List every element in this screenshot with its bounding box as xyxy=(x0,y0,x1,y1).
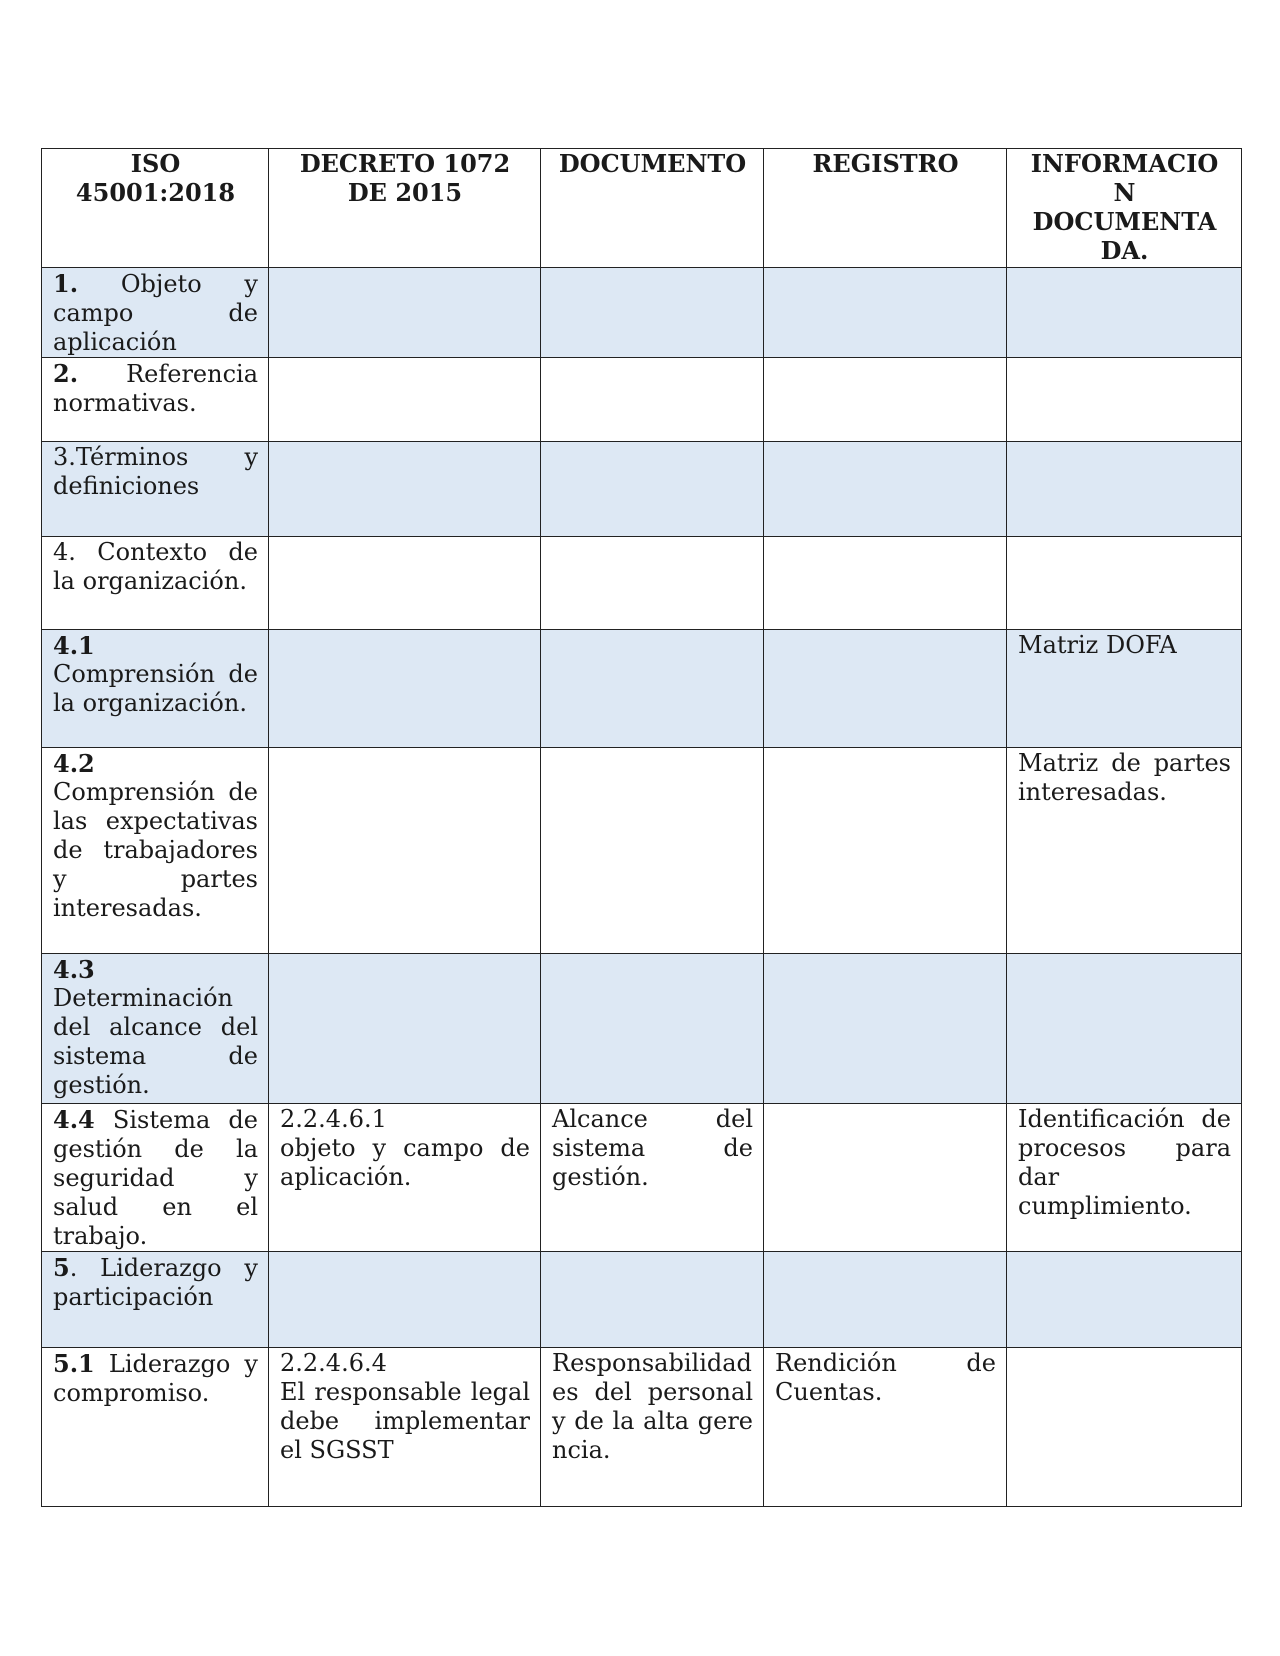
cell-documento xyxy=(541,358,764,442)
cell-documento xyxy=(541,1252,764,1348)
cell-decreto: 2.2.4.6.4 El responsable legal debe implementar el SGSST xyxy=(269,1348,541,1507)
cell-decreto xyxy=(269,630,541,748)
cell-documento xyxy=(541,630,764,748)
cell-iso: 1. Objeto y campo de aplicación xyxy=(42,268,269,358)
cell-iso: 4. Contexto de la organización. xyxy=(42,537,269,630)
cell-informacion xyxy=(1007,1348,1242,1507)
table-row xyxy=(42,1252,1242,1348)
cell-registro xyxy=(764,442,1007,537)
cell-iso: 5. Liderazgo y participación xyxy=(42,1252,269,1348)
cell-decreto: 2.2.4.6.1 objeto y campo de aplicación. xyxy=(269,1104,541,1252)
cell-iso: 3.Términos y definiciones xyxy=(42,442,269,537)
cell-informacion: Matriz de partes interesadas. xyxy=(1007,748,1242,954)
cell-registro xyxy=(764,954,1007,1104)
cell-iso: 2. Referencia normativas. xyxy=(42,358,269,442)
cell-documento: Alcance del sistema de gestión. xyxy=(541,1104,764,1252)
table-row xyxy=(42,748,1242,954)
table-row xyxy=(42,1348,1242,1507)
cell-registro xyxy=(764,630,1007,748)
cell-informacion xyxy=(1007,954,1242,1104)
cell-iso: 4.1 Comprensión de la organización. xyxy=(42,630,269,748)
cell-documento xyxy=(541,537,764,630)
cell-informacion xyxy=(1007,442,1242,537)
cell-decreto xyxy=(269,537,541,630)
cell-iso: 4.2 Comprensión de las expectativas de trabajadores y partes interesadas. xyxy=(42,748,269,954)
cell-registro: Rendición de Cuentas. xyxy=(764,1348,1007,1507)
cell-registro xyxy=(764,1104,1007,1252)
table-row xyxy=(42,1104,1242,1252)
cell-iso: 4.4 Sistema de gestión de la seguridad y salud en el trabajo. xyxy=(42,1104,269,1252)
table-row xyxy=(42,630,1242,748)
cell-informacion xyxy=(1007,268,1242,358)
cell-registro xyxy=(764,1252,1007,1348)
header-decreto: DECRETO 1072 DE 2015 xyxy=(269,149,541,268)
document-page xyxy=(41,148,1241,1507)
table-row xyxy=(42,954,1242,1104)
cell-decreto xyxy=(269,1252,541,1348)
cell-documento xyxy=(541,442,764,537)
table-row xyxy=(42,537,1242,630)
cell-registro xyxy=(764,748,1007,954)
cell-informacion: Matriz DOFA xyxy=(1007,630,1242,748)
cell-informacion: Identificación de procesos para dar cumplimiento. xyxy=(1007,1104,1242,1252)
cell-informacion xyxy=(1007,1252,1242,1348)
header-documento: DOCUMENTO xyxy=(541,149,764,268)
cell-documento: Responsabilidades del personal y de la alta gerencia. xyxy=(541,1348,764,1507)
cell-documento xyxy=(541,954,764,1104)
table-row xyxy=(42,442,1242,537)
header-informacion: INFORMACIO N DOCUMENTA DA. xyxy=(1007,149,1242,268)
cell-documento xyxy=(541,748,764,954)
header-iso: ISO 45001:2018 xyxy=(42,149,269,268)
cell-iso: 4.3 Determinación del alcance del sistema de gestión. xyxy=(42,954,269,1104)
cell-iso: 5.1 Liderazgo y compromiso. xyxy=(42,1348,269,1507)
header-row xyxy=(42,149,1242,268)
cell-decreto xyxy=(269,954,541,1104)
cell-decreto xyxy=(269,268,541,358)
requirements-table xyxy=(41,148,1242,1507)
cell-decreto xyxy=(269,442,541,537)
table-row xyxy=(42,358,1242,442)
cell-registro xyxy=(764,268,1007,358)
cell-informacion xyxy=(1007,537,1242,630)
cell-registro xyxy=(764,358,1007,442)
header-registro: REGISTRO xyxy=(764,149,1007,268)
cell-informacion xyxy=(1007,358,1242,442)
cell-decreto xyxy=(269,358,541,442)
cell-registro xyxy=(764,537,1007,630)
table-row xyxy=(42,268,1242,358)
cell-documento xyxy=(541,268,764,358)
cell-decreto xyxy=(269,748,541,954)
